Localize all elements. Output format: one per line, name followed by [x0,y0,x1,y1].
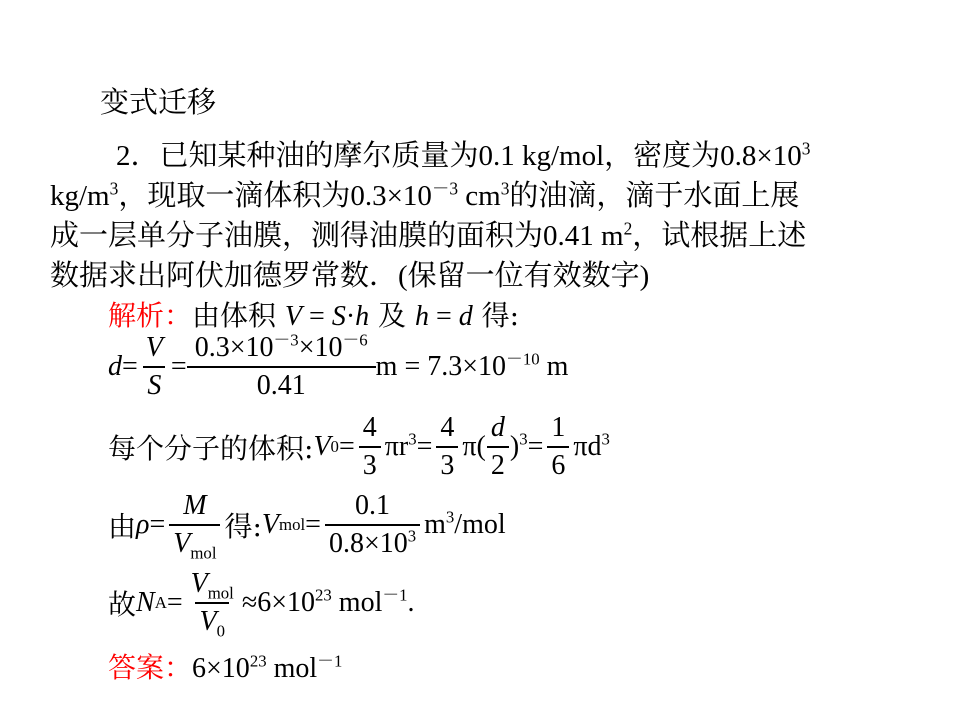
fraction-v-over-s: $\frac{V}{S}$ [142,332,167,402]
fraction-volume-over-area: $\frac{0.3\times 10^{-3}\times 10^{-6}}{0.41}$ [191,332,372,402]
equation-avogadro: 故 N A = $\frac{V_{mol}}{V_0}$ $\approx 6\times 10^{23}$ mol$^{-1}$. [108,568,415,641]
answer: 答案：$6\times 10^{23}$ mol$^{-1}$ [108,651,343,684]
problem-line-4: 数据求出阿伏加德罗常数．(保留一位有效数字) [50,260,650,292]
problem-line-1: 2．已知某种油的摩尔质量为0.1 kg/mol，密度为$0.8\times 10^3$ [116,138,811,172]
equation-molar-volume: 由 ρ = $\frac{M}{V_{mol}}$ 得: V mol = $\frac{0.1}{0.8\times 10^3}$ $m^3$/mol [108,490,506,563]
problem-text [50,136,910,296]
section-title: 变式迁移 [100,87,217,119]
solution-label: 解析： [108,299,193,332]
answer-label: 答案： [108,651,193,684]
problem-line-3: 成一层单分子油膜，测得油膜的面积为0.41 $m^2$，试根据上述 [50,218,807,252]
equation-molecule-volume: 每个分子的体积: V 0 = $\frac{4}{3}$ $\pi r^3$ = $\frac{4}{3}$ π( $\frac{d}{2}$ )$^3$ = $\frac{1}{6}$ $\pi d^3$ [108,412,610,481]
solution-intro: 解析：由体积 V = S·h 及 h = d 得: [108,299,520,332]
problem-line-2: $kg/m^3$，现取一滴体积为$0.3\times 10^{-3}$ $cm^3$的油滴，滴于水面上展 [50,178,800,212]
equation-d: d = $\frac{V}{S}$ = $\frac{0.3\times 10^{-3}\times 10^{-6}}{0.41}$ $m = 7.3\times 10^{-10}$ m [108,330,569,401]
